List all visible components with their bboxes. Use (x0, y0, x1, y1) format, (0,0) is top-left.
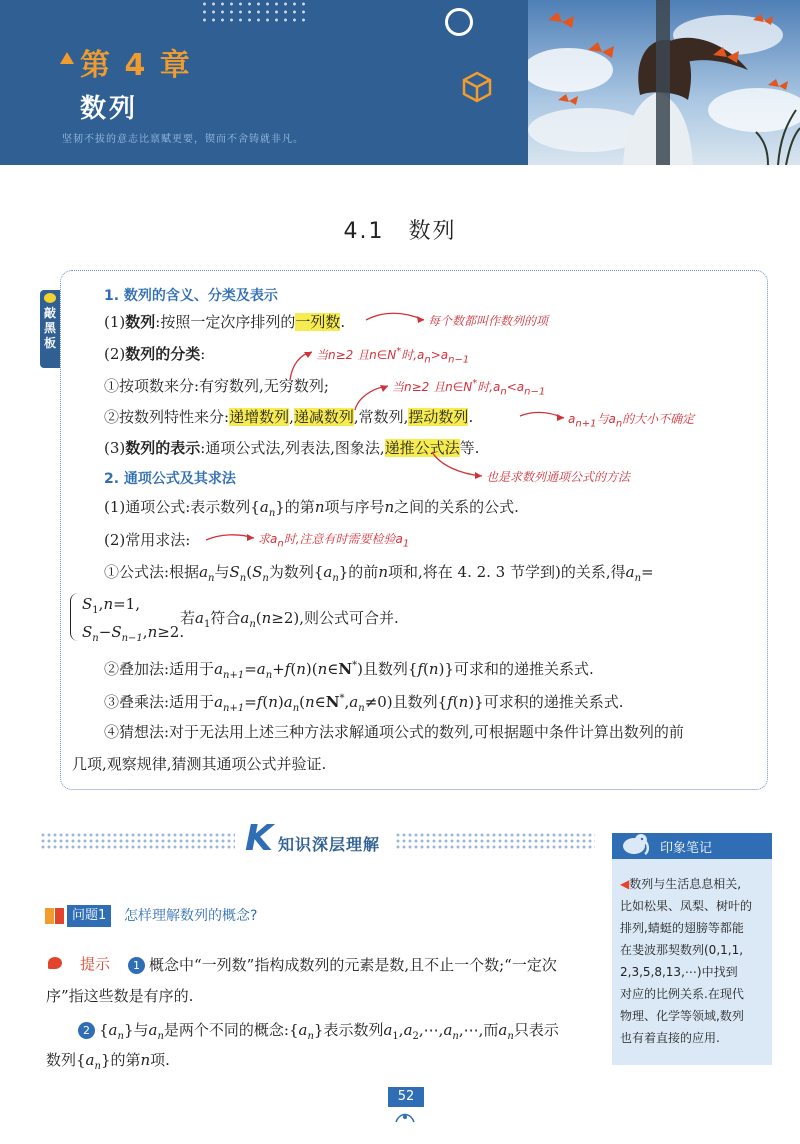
dotted-divider-left (40, 832, 235, 850)
chapter-title: 数列 (80, 94, 139, 124)
hint-paragraph-2-cont: 数列$\{a_n\}$的第n项. (46, 1051, 170, 1072)
book-icon (45, 907, 67, 925)
impression-note-line: 2,3,5,8,13,⋯)中找到 (620, 965, 738, 979)
section-title: 4.1 数列 (343, 219, 457, 244)
question-text: 怎样理解数列的概念? (124, 908, 258, 924)
impression-note-line: 比如松果、凤梨、树叶的 (620, 899, 753, 913)
classification-heading: (2)数列的分类: (104, 345, 206, 363)
elephant-icon (620, 831, 650, 857)
number-badge: 1 (128, 957, 145, 974)
girl-with-butterflies-illustration (528, 0, 800, 165)
banner-triangle-icon (60, 52, 74, 64)
hint-paragraph-1: 1 概念中“一列数”指构成数列的元素是数,且不止一个数;“一定次 (128, 955, 557, 975)
impression-note-line: 在斐波那契数列(0,1,1, (620, 943, 744, 957)
blackboard-tab: 敲 黑 板 (40, 290, 60, 368)
note-term: 每个数都叫作数列的项 (428, 314, 549, 328)
impression-note-line: 对应的比例关系.在现代 (620, 987, 744, 1001)
general-term-definition: (1)通项公式:表示数列$\{a_n\}$的第n项与序号n之间的关系的公式. (104, 498, 519, 519)
cube-icon (460, 70, 494, 104)
accumulation-method-line: ②叠加法:适用于$a_{n+1}=a_n+f(n)(n\in N^*)$且数列{f(n)}可求和的递推关系式. (104, 660, 594, 681)
subheading-general-term: 2. 通项公式及其求法 (104, 471, 236, 487)
subheading-definition: 1. 数列的含义、分类及表示 (104, 288, 278, 304)
note-oscillating: $a_{n+1}$与$a_n$的大小不确定 (568, 412, 695, 430)
impression-note-line: ◀数列与生活息息相关, (620, 877, 742, 891)
piecewise-case-1: $S_1,n=1$, (82, 595, 140, 616)
multiplication-method-line: ③叠乘法:适用于$a_{n+1}=f(n)a_n(n\in N^*,a_n\ne 0)$且数列{f(n)}可求积的递推关系式. (104, 693, 624, 714)
formula-method-line: ①公式法:根据$a_n$与$S_n(S_n$为数列$\{a_n\}$的前n项和,将在 4. 2. 3 节学到)的关系,得$a_n=$ (104, 563, 654, 584)
piecewise-merge-note: 若$a_1$符合$a_n(n\ge 2)$,则公式可合并. (180, 609, 399, 630)
note-check-first-term: 求$a_n$时,注意有时需要检验$a_1$ (258, 532, 410, 550)
hint-paragraph-2: 2 $\{a_n\}$与$a_n$是两个不同的概念$:\{a_n\}$表示数列$a_1,a_2,\cdots,a_n,\cdots$,而$a_n$只表示 (78, 1020, 559, 1047)
page-number: 52 (388, 1087, 424, 1107)
k-logo-icon (243, 816, 277, 856)
impression-note-title: 印象笔记 (660, 841, 713, 856)
hint-label: 提示 (80, 955, 111, 973)
leaf-icon (48, 957, 62, 969)
guess-method-line-2: 几项,观察规律,猜测其通项公式并验证. (72, 755, 327, 773)
banner-dot-pattern (200, 0, 310, 24)
question-label: 问题1 (67, 905, 111, 927)
triangle-bullet-icon: ◀ (620, 877, 630, 891)
number-badge: 2 (78, 1022, 95, 1039)
guess-method-line-1: ④猜想法:对于无法用上述三种方法求解通项公式的数列,可根据题中条件计算出数列的前 (104, 723, 684, 741)
page-ornament-icon (394, 1110, 416, 1124)
impression-note-line: 排列,蜻蜓的翅膀等都能 (620, 921, 744, 935)
dotted-divider-right (395, 832, 595, 850)
note-increasing: 当n≥2 且n∈N*时$,a_n>a_{n-1}$ (316, 346, 470, 366)
chapter-number: 第 4 章 (80, 48, 192, 83)
chapter-banner (0, 0, 800, 165)
note-decreasing: 当n≥2 且n∈N*时$,a_n<a_{n-1}$ (392, 378, 546, 398)
classification-by-property: ②按数列特性来分:递增数列,递减数列,常数列,摆动数列. (104, 408, 474, 426)
banner-circle-decoration (445, 8, 473, 36)
classification-by-count: ①按项数来分:有穷数列,无穷数列; (104, 377, 329, 395)
svg-text:K: K (245, 818, 273, 856)
impression-note-line: 也有着直接的应用. (620, 1031, 720, 1045)
deep-understanding-title: 知识深层理解 (278, 835, 381, 854)
representation-line: (3)数列的表示:通项公式法,列表法,图象法,递推公式法等. (104, 439, 480, 457)
methods-heading: (2)常用求法: (104, 531, 191, 549)
piecewise-brace (70, 593, 80, 641)
definition-line: (1)数列:按照一定次序排列的一列数. (104, 313, 346, 331)
hint-paragraph-1-cont: 序”指这些数是有序的. (46, 987, 194, 1005)
note-recursive: 也是求数列通项公式的方法 (486, 470, 631, 484)
bulb-icon (44, 293, 56, 303)
piecewise-case-2: $S_n-S_{n-1},n\ge 2$. (82, 623, 185, 644)
impression-note-line: 物理、化学等领域,数列 (620, 1009, 744, 1023)
chapter-slogan: 坚韧不拔的意志比禀赋更要，锲而不舍铸就非凡。 (62, 134, 304, 145)
